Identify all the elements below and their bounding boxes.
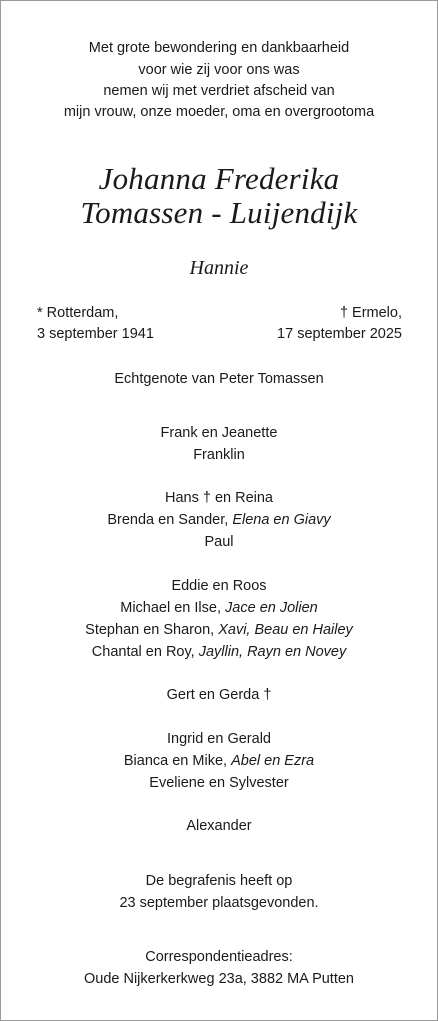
intro-line-2: voor wie zij voor ons was (138, 62, 300, 78)
family-line (1, 751, 437, 771)
intro-line-4: mijn vrouw, onze moeder, oma en overgrootoma (63, 104, 375, 120)
birth-date: 3 september 1941 (37, 326, 154, 342)
intro-line-3: nemen wij met verdriet afscheid van (103, 83, 335, 99)
grandchildren-names: Jace en Jolien (225, 600, 318, 616)
family-line: Frank en Jeanette (160, 425, 278, 441)
family-line: Hans † en Reina (164, 490, 273, 506)
family-line (1, 510, 437, 530)
family-names: Brenda en Sander, (107, 512, 233, 528)
grandchildren-names: Xavi, Beau en Hailey (218, 622, 353, 638)
family-line (1, 598, 437, 618)
family-line: Alexander (186, 818, 252, 834)
deceased-name-line-2: Tomassen - Luijendijk (80, 195, 358, 230)
family-line (1, 620, 437, 640)
grandchildren-names: Jayllin, Rayn en Novey (198, 644, 347, 660)
grandchildren-names: Abel en Ezra (231, 753, 315, 769)
death-place: † Ermelo, (339, 305, 402, 321)
family-names: Michael en Ilse, (120, 600, 226, 616)
family-names: Bianca en Mike, (123, 753, 232, 769)
funeral-line-2: 23 september plaatsgevonden. (119, 895, 319, 911)
correspondence-label: Correspondentieadres: (145, 949, 293, 965)
family-line: Eveliene en Sylvester (149, 775, 289, 791)
family-names: Chantal en Roy, (91, 644, 199, 660)
family-line: Ingrid en Gerald (167, 731, 271, 747)
death-date: 17 september 2025 (277, 326, 402, 342)
spouse-line: Echtgenote van Peter Tomassen (114, 371, 324, 387)
family-line (1, 642, 437, 662)
family-line: Paul (204, 534, 234, 550)
deceased-name-line-1: Johanna Frederika (98, 161, 340, 196)
family-line: Franklin (193, 447, 245, 463)
funeral-line-1: De begrafenis heeft op (145, 873, 293, 889)
birth-place: * Rotterdam, (37, 305, 119, 321)
family-line: Eddie en Roos (171, 578, 267, 594)
grandchildren-names: Elena en Giavy (232, 512, 331, 528)
family-names: Stephan en Sharon, (85, 622, 219, 638)
intro-line-1: Met grote bewondering en dankbaarheid (88, 40, 350, 56)
deceased-nickname: Hannie (189, 257, 249, 279)
family-line: Gert en Gerda † (166, 687, 272, 703)
correspondence-address: Oude Nijkerkerkweg 23a, 3882 MA Putten (83, 971, 354, 987)
